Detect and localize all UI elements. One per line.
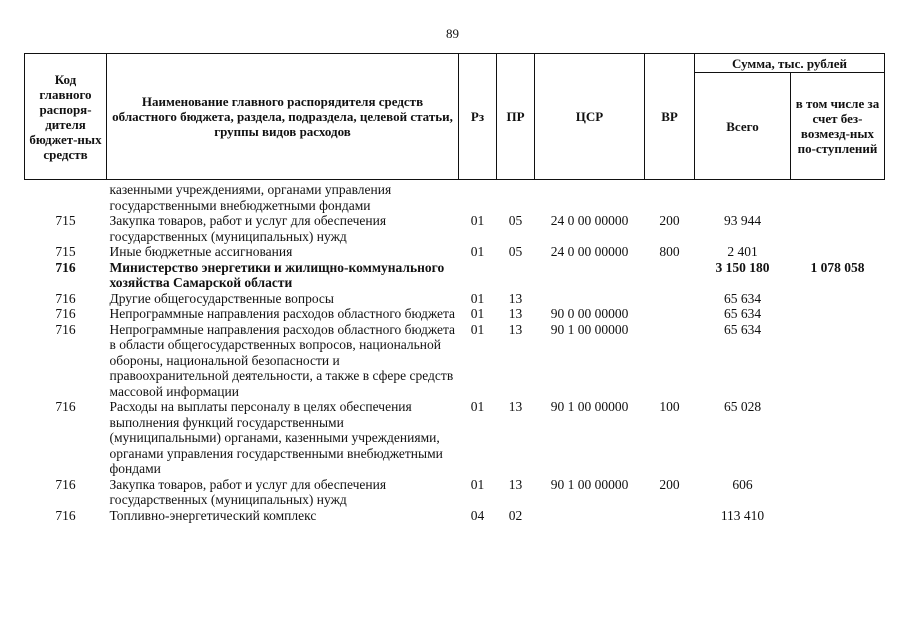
cell-rz: 01	[470, 476, 485, 492]
cell-total: 93 944	[723, 213, 762, 228]
table-row	[25, 477, 885, 508]
cell-rz: 01	[470, 321, 485, 337]
cell-rz: 01	[470, 213, 485, 228]
cell-pr: 02	[508, 507, 523, 523]
header-sum: Сумма, тыс. рублей	[695, 54, 885, 73]
cell-total: 606	[732, 476, 753, 492]
header-vr: ВР	[645, 54, 695, 180]
cell-name: Закупка товаров, работ и услуг для обеспечения государственных (муниципальных) нужд	[109, 213, 387, 244]
cell-total: 65 634	[723, 321, 762, 337]
cell-vr	[645, 180, 695, 214]
table-row	[25, 508, 885, 524]
cell-name: казенными учреждениями, органами управления государственными внебюджетными фондами	[109, 182, 392, 213]
cell-csr: 24 0 00 00000	[550, 244, 629, 259]
page-number: 89	[446, 26, 459, 41]
cell-name: Закупка товаров, работ и услуг для обеспечения государственных (муниципальных) нужд	[109, 476, 387, 507]
cell-rz: 01	[470, 399, 485, 414]
cell-code: 715	[55, 244, 76, 259]
cell-vr: 100	[659, 399, 680, 414]
cell-total: 65 634	[723, 306, 762, 321]
cell-csr: 90 1 00 00000	[550, 321, 629, 337]
cell-incl: 1 078 058	[810, 259, 865, 275]
table-row	[25, 291, 885, 307]
header-rz: Рз	[459, 54, 497, 180]
cell-vr: 200	[659, 476, 680, 492]
header-total: Всего	[695, 73, 791, 180]
table-row	[25, 399, 885, 477]
table-header	[25, 54, 885, 180]
cell-code	[25, 180, 107, 214]
table-row	[25, 244, 885, 260]
cell-code: 716	[55, 399, 76, 414]
cell-csr: 90 1 00 00000	[550, 399, 629, 414]
cell-name: Непрограммные направления расходов областного бюджета	[109, 306, 456, 321]
cell-total	[695, 180, 791, 214]
cell-name: Топливно-энергетический комплекс	[109, 507, 317, 523]
cell-csr	[535, 180, 645, 214]
cell-name: Расходы на выплаты персоналу в целях обеспечения выполнения функций государственными (муниципальными) органами, казенными учреждениями, органами управления государственными внебюджетными фондами	[109, 399, 443, 476]
cell-rz: 01	[470, 290, 485, 306]
cell-pr: 13	[508, 399, 523, 414]
cell-code: 716	[55, 321, 76, 337]
header-name: Наименование главного распорядителя средств областного бюджета, раздела, подраздела, целевой статьи, группы видов расходов	[107, 54, 459, 180]
cell-csr	[535, 508, 645, 524]
cell-csr	[535, 260, 645, 291]
cell-rz	[459, 260, 497, 291]
table-body	[25, 180, 885, 524]
cell-incl	[791, 244, 885, 260]
cell-incl	[791, 399, 885, 477]
cell-incl	[791, 322, 885, 400]
cell-name: Иные бюджетные ассигнования	[109, 244, 293, 259]
header-code: Код главного распоря-дителя бюджет-ных средств	[25, 54, 107, 180]
cell-total: 113 410	[720, 507, 765, 523]
cell-code: 716	[55, 476, 76, 492]
cell-total: 2 401	[727, 244, 758, 259]
cell-csr: 24 0 00 00000	[550, 213, 629, 228]
header-csr: ЦСР	[535, 54, 645, 180]
budget-table	[24, 53, 885, 523]
cell-rz	[459, 180, 497, 214]
header-pr: ПР	[497, 54, 535, 180]
cell-rz: 01	[470, 306, 485, 321]
cell-vr: 800	[659, 244, 680, 259]
cell-incl	[791, 213, 885, 244]
cell-vr: 200	[659, 213, 680, 228]
table-row	[25, 180, 885, 214]
table-row	[25, 322, 885, 400]
cell-name: Министерство энергетики и жилищно-коммунального хозяйства Самарской области	[109, 259, 445, 290]
cell-pr: 13	[508, 321, 523, 337]
cell-pr	[497, 260, 535, 291]
cell-vr	[645, 291, 695, 307]
cell-pr: 13	[508, 306, 523, 321]
cell-pr: 05	[508, 213, 523, 228]
table-row	[25, 260, 885, 291]
cell-csr: 90 0 00 00000	[550, 306, 629, 321]
cell-csr	[535, 291, 645, 307]
cell-total: 65 634	[723, 290, 762, 306]
cell-code: 715	[55, 213, 76, 228]
cell-pr	[497, 180, 535, 214]
cell-rz: 01	[470, 244, 485, 259]
cell-csr: 90 1 00 00000	[550, 476, 629, 492]
cell-code: 716	[55, 259, 76, 275]
cell-incl	[791, 508, 885, 524]
cell-code: 716	[55, 306, 76, 321]
table-row	[25, 213, 885, 244]
header-incl: в том числе за счет без-возмезд-ных по-ступлений	[791, 73, 885, 180]
table-row	[25, 306, 885, 322]
cell-name: Другие общегосударственные вопросы	[109, 290, 334, 306]
cell-pr: 13	[508, 476, 523, 492]
cell-rz: 04	[470, 507, 485, 523]
cell-vr	[645, 306, 695, 322]
cell-incl	[791, 291, 885, 307]
cell-total: 65 028	[723, 399, 762, 414]
cell-pr: 05	[508, 244, 523, 259]
cell-vr	[645, 322, 695, 400]
cell-incl	[791, 306, 885, 322]
cell-total: 3 150 180	[715, 259, 770, 275]
cell-incl	[791, 180, 885, 214]
cell-pr: 13	[508, 290, 523, 306]
cell-code: 716	[55, 290, 76, 306]
cell-vr	[645, 260, 695, 291]
cell-vr	[645, 508, 695, 524]
cell-code: 716	[55, 507, 76, 523]
cell-name: Непрограммные направления расходов областного бюджета в области общегосударственных вопросов, национальной обороны, национальной безопасности и правоохранительной деятельности, а также в сфере средств массовой информации	[109, 321, 456, 399]
cell-incl	[791, 477, 885, 508]
